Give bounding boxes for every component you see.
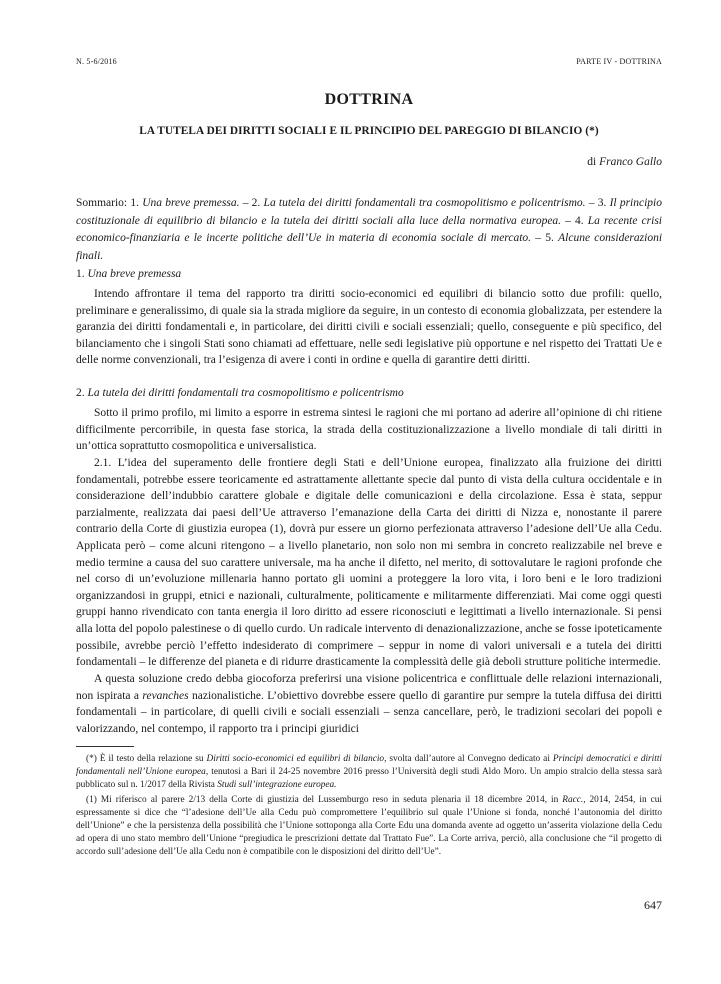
text-run-italic: Racc. [562,795,584,805]
summary-sep: – 3. [585,197,610,209]
section-2-number: 2. [76,387,88,399]
text-run: (1) Mi riferisco al parere 2/13 della Corte di giustizia del Lussemburgo reso in seduta plenaria il 18 dicembre 2014, in [86,795,563,805]
summary [76,195,662,265]
text-run: , 2014, 2454, in cui espressamente si dice che “l’adesione dell’Ue alla Cedu può compromettere l’equilibrio sul quale l’Unione si fonda, nonché l’autonomia del diritto dell’Unione” e che la persistenza della possibilità che l’Unione sottoponga alla Corte Edu una domanda avente ad oggetto un’asserita violazione della Cedu ad opera di uno stato membro dell’Unione “pregiudica le prescrizioni dettate dal Trattato Fue”. La Corte arriva, perciò, alla conclusione che “il progetto di accordo sull’adesione dell’Ue alla Cedu non è compatibile con le disposizioni del diritto dell’Ue”. [76,795,662,857]
summary-sep: – 2. [239,197,264,209]
section-2-paragraph-1: Sotto il primo profilo, mi limito a esporre in estrema sintesi le ragioni che mi portano ad aderire all’opinione di chi ritiene difficilmente percorribile, in questa fase storica, la strada della costituzionalizzazione a livello mondiale di tali diritti in un’ottica soprattutto cosmopolitica e universalistica. [76,407,662,453]
author-name: Franco Gallo [599,156,662,168]
summary-item-5: Alcune considerazioni finali. [76,232,663,262]
author-prefix: di [587,156,597,168]
article-title: LA TUTELA DEI DIRITTI SOCIALI E IL PRINCIPIO DEL PAREGGIO DI BILANCIO (*) [139,125,599,137]
summary-sep: – 4. [561,214,588,227]
section-2-title: La tutela dei diritti fondamentali tra cosmopolitismo e policentrismo [87,387,404,399]
section-1-title: Una breve premessa [87,268,182,280]
text-run-italic: Diritti socio-economici ed equilibri di bilancio [206,754,385,764]
summary-item-1: Una breve premessa. [142,197,240,209]
part-label: PARTE IV - DOTTRINA [576,57,662,66]
text-run: nazionalistiche. L’obiettivo dovrebbe essere quello di garantire pur sempre la tutela diffusa dei diritti fondamentali – in particolare, di quelli civili e sociali essenziali – senza cancellare, però, le tradizioni secolari dei popoli e valorizzando, nel contempo, il rapporto tra i principi giuridici [76,689,662,735]
text-run: (*) È il testo della relazione su [86,754,207,764]
summary-item-3: Il principio costituzionale di equilibrio di bilancio e la tutela dei diritti sociali alla luce della normativa europea. [76,197,662,227]
page-number: 647 [644,898,662,912]
footnote-star [76,753,662,792]
text-run: , svolta dall’autore al Convegno dedicato ai [384,754,553,764]
summary-sep: – 5. [531,232,559,245]
section-2-heading [76,387,404,399]
footnote-rule [76,746,134,747]
text-run: A questa soluzione credo debba giocoforza preferirsi una visione policentrica e conflittuale delle relazioni internazionali, non ispirata a [76,673,662,702]
text-run: , tenutosi a Bari il 24-25 novembre 2016 presso l’Università degli studi Aldo Moro. Un ampio stralcio della stessa sarà pubblicato sul n. 1/2017 della Rivista [76,767,662,790]
summary-label: Sommario: 1. [76,197,143,209]
section-1-heading [76,268,181,280]
text-run-italic: revanches [142,689,189,702]
text-run-italic: Studi sull’integrazione europea. [217,780,337,790]
section-2-paragraph-3 [76,671,662,737]
section-1-number: 1. [76,268,88,280]
section-title: DOTTRINA [324,91,414,108]
section-1-paragraph: Intendo affrontare il tema del rapporto tra diritti socio-economici ed equilibri di bilancio sotto due profili: quello, preliminare e generalissimo, di quale sia la strada migliore da seguire, in un contesto di economia globalizzata, per estendere la garanzia dei diritti fondamentali e, in particolare, dei diritti civili e sociali essenziali; quello, conseguente e più specifico, del bilanciamento che i singoli Stati sono chiamati ad effettuare, nelle sedi legislative più opportune e nel rispetto dei Trattati Ue e delle norme convenzionali, tra l’esigenza di avere i conti in ordine e quella di garantire detti diritti. [76,288,662,367]
summary-item-2: La tutela dei diritti fondamentali tra cosmopolitismo e policentrismo. [263,197,586,209]
section-2-paragraph-2: 2.1. L’idea del superamento delle frontiere degli Stati e dell’Unione europea, finalizzato alla fruizione dei diritti fondamentali, potrebbe essere teoricamente ed astrattamente allettante specie dal punto di vista della cultura occidentale e in considerazione dell’indubbio carattere globale e digitale delle comunicazioni e della circolazione. Essa è stata, seppur parzialmente, realizzata dai paesi dell’Ue attraverso l’emanazione della Carta dei diritti di Nizza e, nonostante il parere contrario della Corte di giustizia europea (1), dovrà pur essere un giorno perfezionata attraverso l’adesione dell’Ue alla Cedu. Applicata però – come alcuni ritengono – a livello planetario, non solo non mi sembra in concreto realizzabile nel breve e medio termine a causa del suo carattere universale, ma ha anche il difetto, nel merito, di sottovalutare le ragioni profonde che nel corso di un’evoluzione millenaria hanno portato gli uomini a proteggere la loro vita, i loro beni e le loro tradizioni organizzandosi in gruppi, etnici e nazionali, culturalmente, politicamente e militarmente differenziati. Mai come oggi questi gruppi hanno rivendicato con tanta energia il loro diritto ad essere riconosciuti e legittimati a livello internazionale. Si pensi alla lotta del popolo palestinese o di quello curdo. Un radicale intervento di denazionalizzazione, anche se fosse ipoteticamente possibile, avrebbe perciò l’effetto indesiderato di comprimere – seppur in nome di valori universali e a tutela dei diritti fondamentali – le differenze del pianeta e di ridurre drasticamente la complessità delle già deboli strutture politiche intermedie. [76,457,662,669]
running-head [76,57,662,69]
footnote-1 [76,794,662,859]
text-run-italic: Principi democratici e diritti fondamentali nell’Unione europea [76,754,663,777]
page [76,0,662,984]
summary-item-4: La recente crisi economico-finanziaria e le incerte politiche dell’Ue in materia di economia sociale di mercato. [76,214,662,245]
author-line [587,156,662,168]
issue-number: N. 5-6/2016 [76,57,117,66]
